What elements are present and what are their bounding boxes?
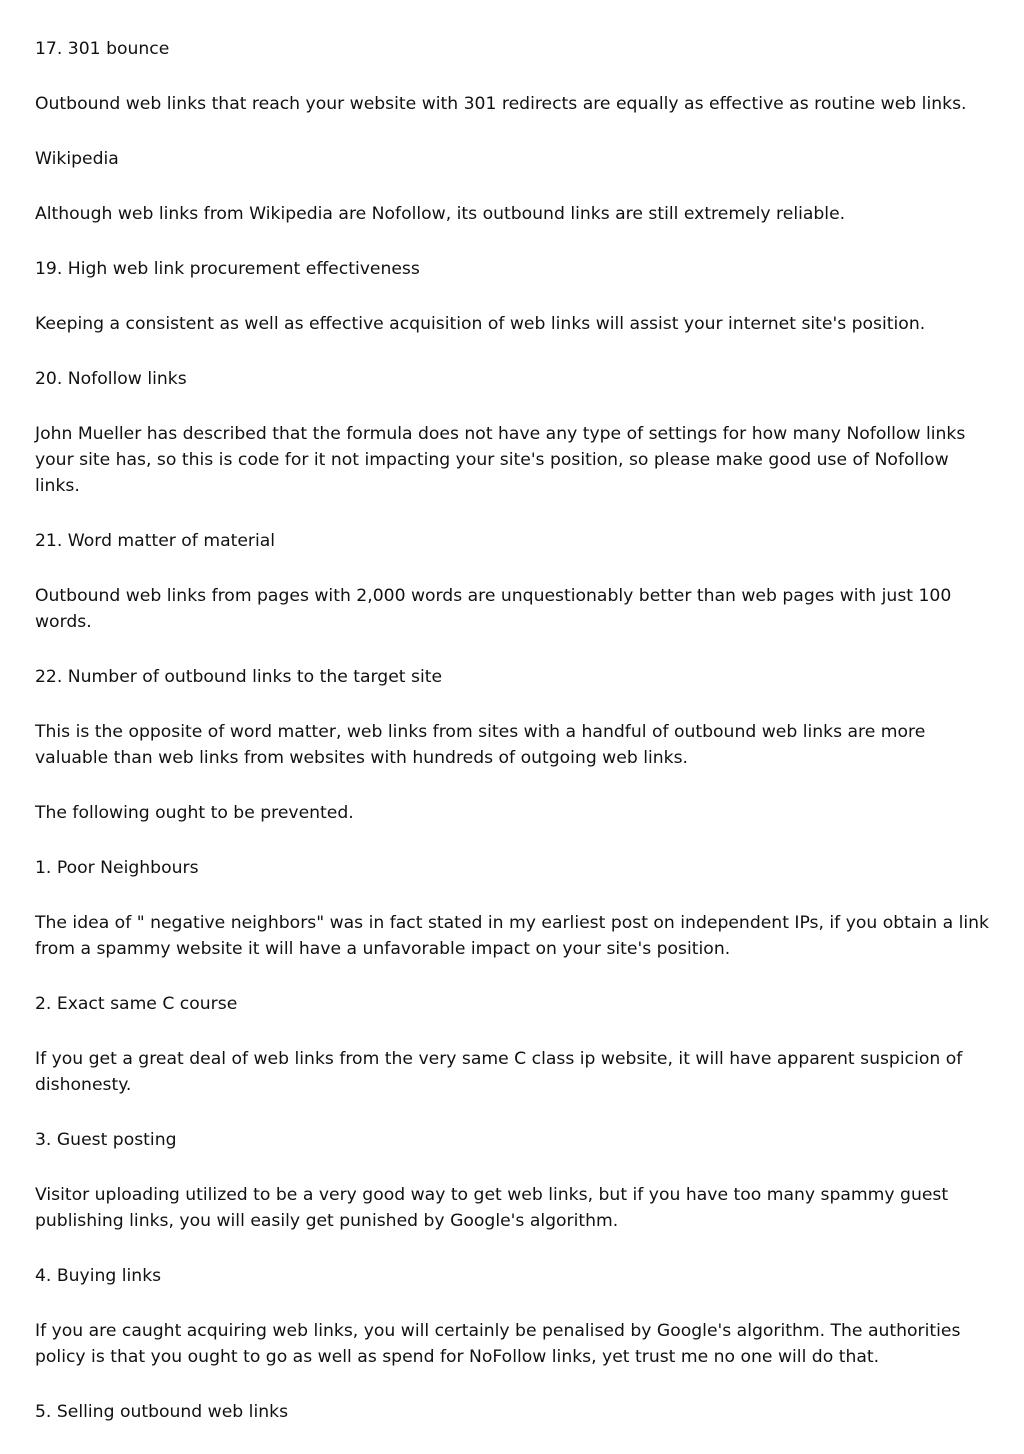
paragraph-prevented-intro: The following ought to be prevented. xyxy=(35,803,354,823)
paragraph-outbound-link-count: This is the opposite of word matter, web links from sites with a handful of outbound web links are more valuable than web links from websites with hundreds of outgoing web links. xyxy=(35,722,926,768)
paragraph-guest-posting: Visitor uploading utilized to be a very good way to get web links, but if you have too many spammy guest publishing links, you will easily get punished by Google's algorithm. xyxy=(35,1185,949,1231)
heading-301-bounce: 17. 301 bounce xyxy=(35,39,170,59)
paragraph-301-redirects: Outbound web links that reach your website with 301 redirects are equally as effective as routine web links. xyxy=(35,94,967,114)
heading-wikipedia: Wikipedia xyxy=(35,149,119,169)
paragraph-wikipedia: Although web links from Wikipedia are Nofollow, its outbound links are still extremely reliable. xyxy=(35,204,846,224)
heading-procurement-effectiveness: 19. High web link procurement effectiveness xyxy=(35,259,420,279)
paragraph-nofollow-links: John Mueller has described that the formula does not have any type of settings for how many Nofollow links your site has, so this is code for it not impacting your site's position, so please make good use of Nofollow links. xyxy=(35,424,966,496)
heading-same-c-course: 2. Exact same C course xyxy=(35,994,238,1014)
paragraph-same-c-course: If you get a great deal of web links from the very same C class ip website, it will have apparent suspicion of dishonesty. xyxy=(35,1049,963,1095)
heading-outbound-link-count: 22. Number of outbound links to the target site xyxy=(35,667,443,687)
heading-poor-neighbours: 1. Poor Neighbours xyxy=(35,858,199,878)
heading-guest-posting: 3. Guest posting xyxy=(35,1130,177,1150)
heading-buying-links: 4. Buying links xyxy=(35,1266,162,1286)
paragraph-buying-links: If you are caught acquiring web links, you will certainly be penalised by Google's algorithm. The authorities policy is that you ought to go as well as spend for NoFollow links, yet trust me no one will do that. xyxy=(35,1321,961,1367)
paragraph-word-matter: Outbound web links from pages with 2,000 words are unquestionably better than web pages with just 100 words. xyxy=(35,586,952,632)
paragraph-procurement-effectiveness: Keeping a consistent as well as effective acquisition of web links will assist your internet site's position. xyxy=(35,314,926,334)
document-page xyxy=(35,36,995,1454)
heading-word-matter: 21. Word matter of material xyxy=(35,531,276,551)
heading-nofollow-links: 20. Nofollow links xyxy=(35,369,187,389)
heading-selling-outbound-links: 5. Selling outbound web links xyxy=(35,1402,289,1422)
paragraph-poor-neighbours: The idea of " negative neighbors" was in fact stated in my earliest post on independent IPs, if you obtain a link from a spammy website it will have a unfavorable impact on your site's position. xyxy=(35,913,989,959)
